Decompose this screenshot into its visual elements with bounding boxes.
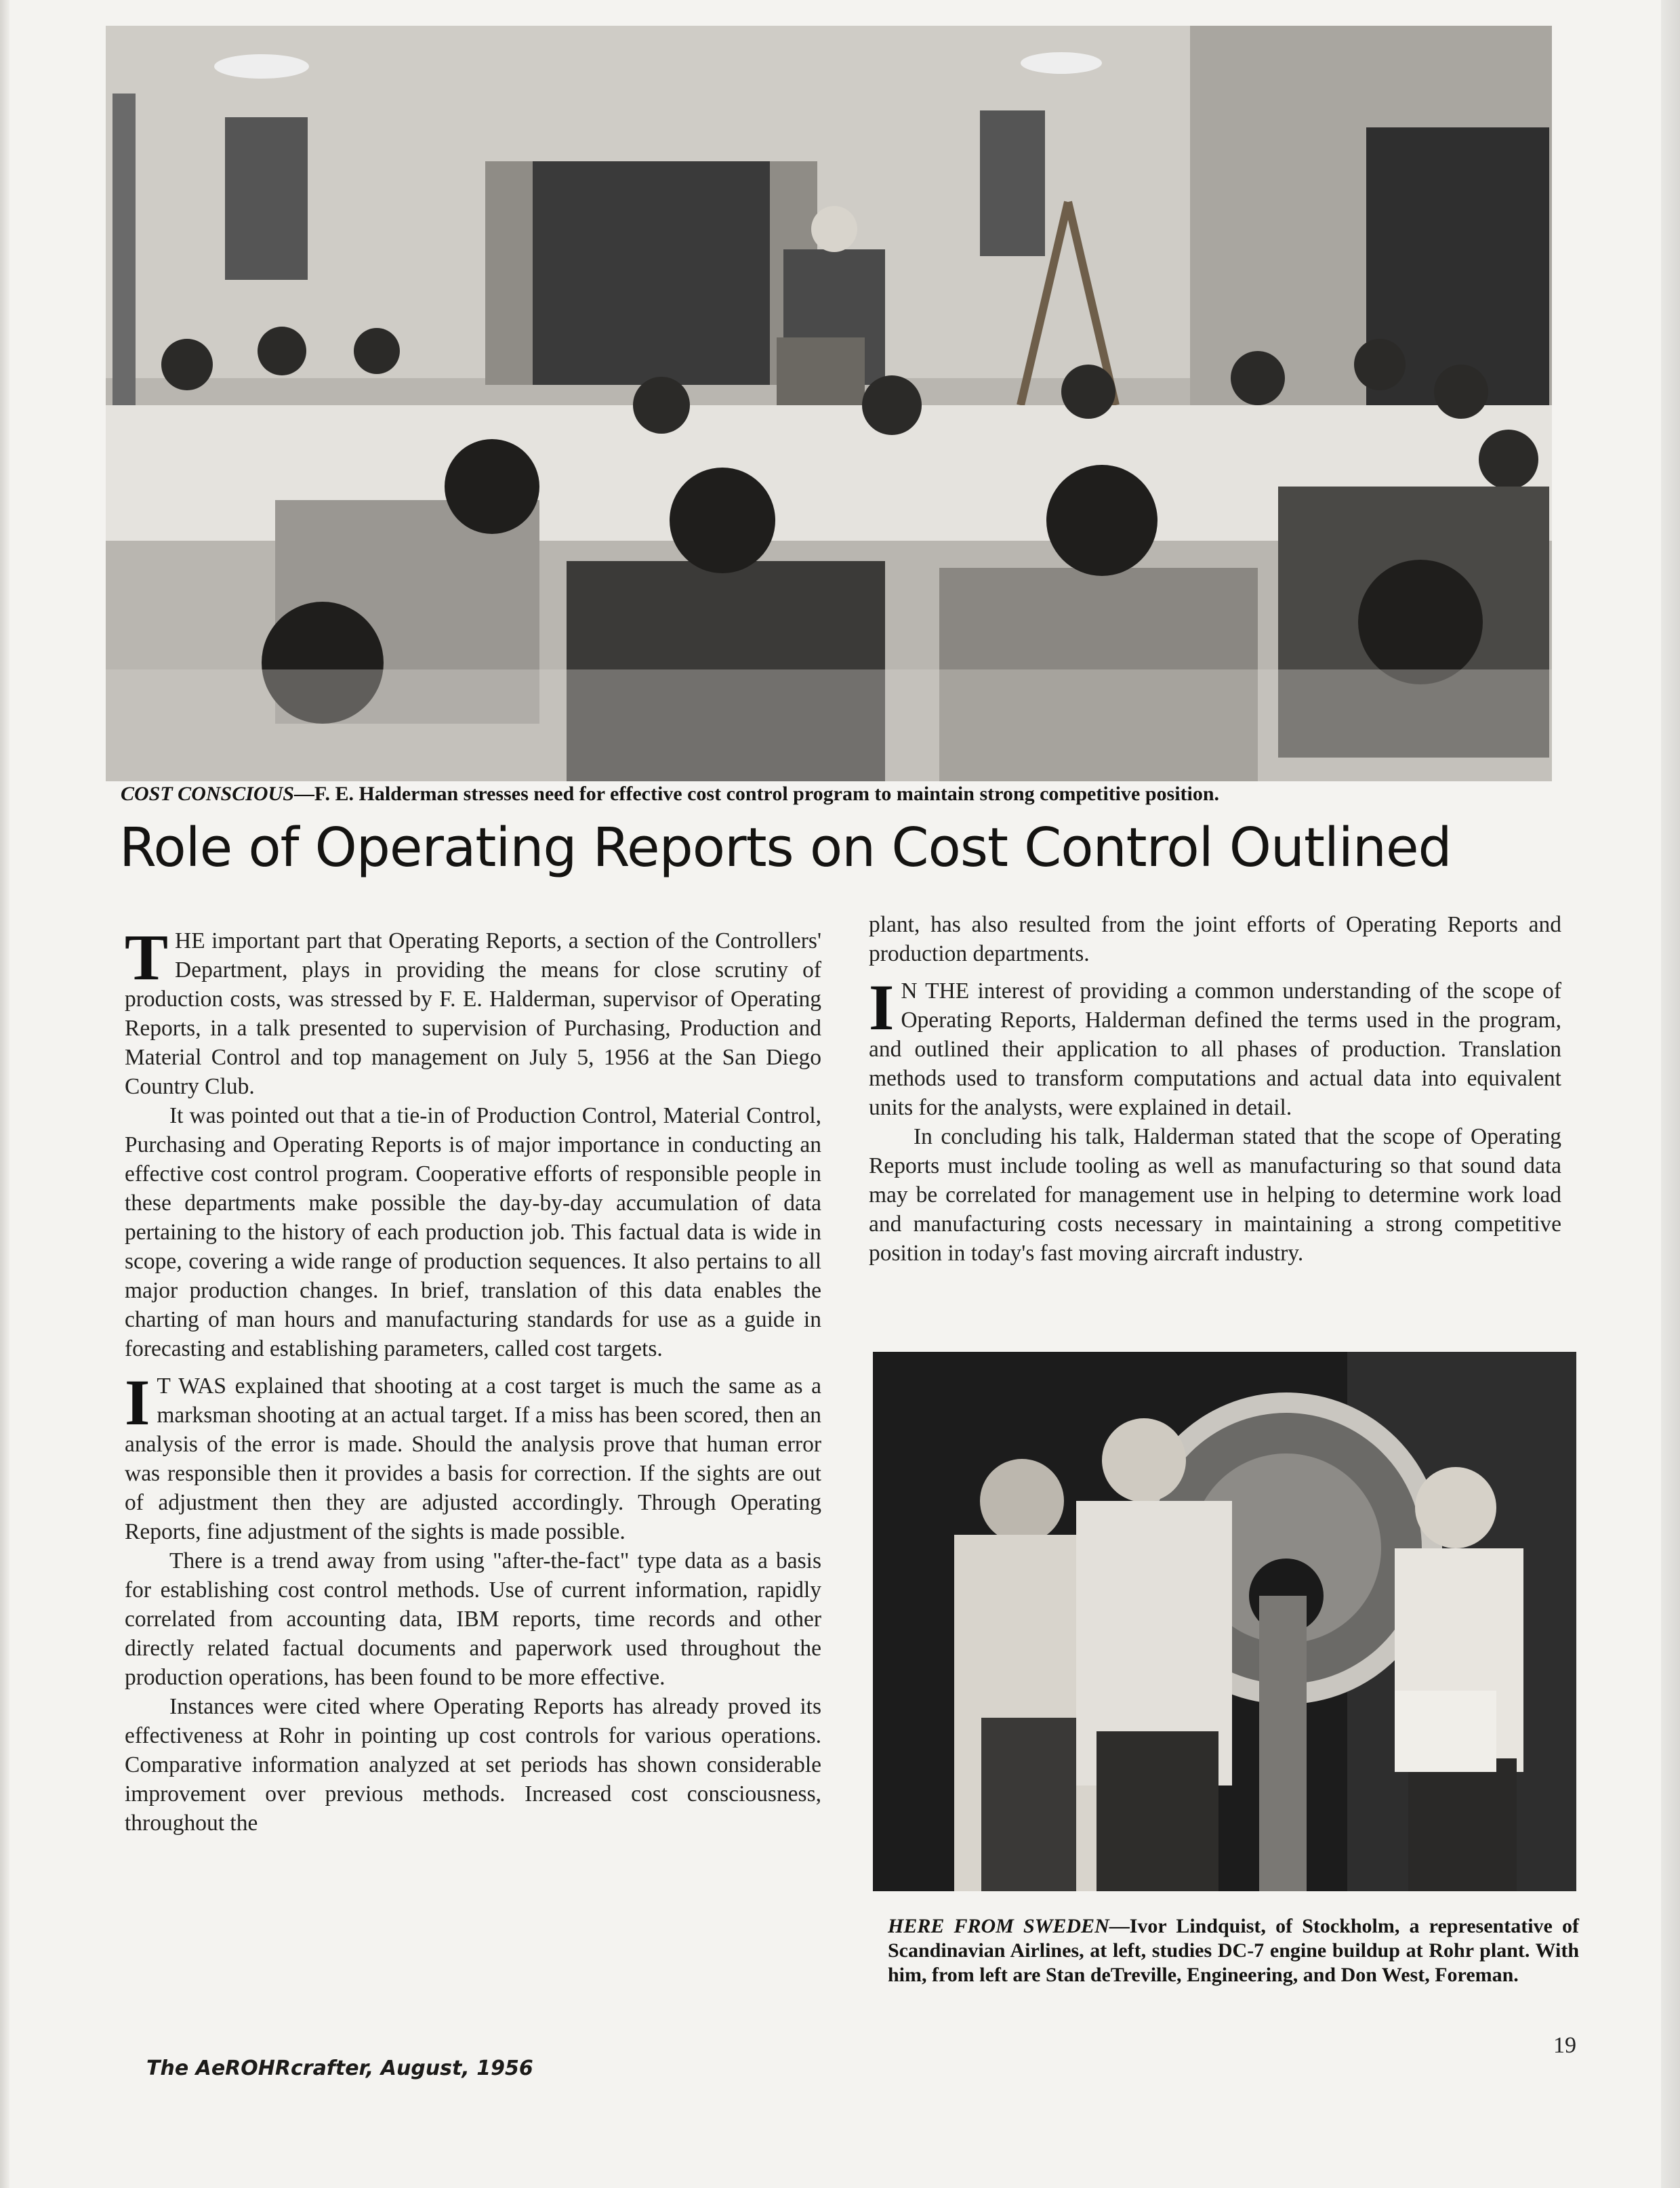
engine-photo (873, 1352, 1576, 1891)
top-caption-text: —F. E. Halderman stresses need for effective cost control program to maintain strong competitive position. (293, 783, 1220, 805)
publication-footer: The AeROHRcrafter, August, 1956 (146, 2057, 533, 2080)
paragraph-3 (125, 1366, 821, 1546)
bottom-caption-text: —Ivor Lindquist, of Stockholm, a representative of Scandinavian Airlines, at left, studies DC-7 engine buildup at Rohr plant. With him, from left are Stan deTreville, Engineering, and Don West, Foreman. (888, 1915, 1579, 1986)
paragraph-3-text: T WAS explained that shooting at a cost target is much the same as a marksman shooting at an actual target. If a miss has been scored, then an analysis of the error is made. Should the analysis prove that human error was responsible then it provides a basis for correction. If the sights are out of adjustment then they are adjusted accordingly. Through Operating Reports, fine adjustment of the sights is made possible. (125, 1374, 821, 1544)
paragraph-4: There is a trend away from using "after-the-fact" type data as a basis for establishing cost control methods. Use of current information, rapidly correlated from accounting data, IBM reports, time records and other directly related factual documents and paperwork used throughout the production operations, has been found to be more effective. (125, 1548, 821, 1690)
article-headline: Role of Operating Reports on Cost Control Outlined (119, 817, 1452, 879)
bottom-caption-lead: HERE FROM SWEDEN (888, 1915, 1109, 1937)
dropcap-i: I (125, 1366, 150, 1439)
paragraph-8: In concluding his talk, Halderman stated that the scope of Operating Reports must include tooling as well as manufacturing so that sound data may be correlated for management use in helping to determine work load and manufacturing costs necessary in maintaining a strong competitive position in today's fast moving aircraft industry. (869, 1124, 1561, 1266)
page-number: 19 (1553, 2033, 1576, 2058)
top-photo-caption (121, 781, 1219, 807)
paragraph-2: It was pointed out that a tie-in of Production Control, Material Control, Purchasing and Operating Reports is of major importance in conducting an effective cost control program. Cooperative efforts of responsible people in these departments make possible the day-by-day accumulation of data pertaining to the history of each production job. This factual data is wide in scope, covering a wide range of production sequences. It also pertains to all major production changes. In brief, translation of this data enables the charting of man hours and manufacturing standards for use as a guide in forecasting and establishing parameters, called cost targets. (125, 1103, 821, 1361)
paragraph-1-text: HE important part that Operating Reports, a section of the Controllers' Department, plays in providing the means for close scrutiny of production costs, was stressed by F. E. Halderman, supervisor of Operating Reports, in a talk presented to supervision of Purchasing, Production and Material Control and top management on July 5, 1956 at the San Diego Country Club. (125, 928, 821, 1099)
paragraph-5: Instances were cited where Operating Reports has already proved its effectiveness at Rohr in pointing up cost controls for various operations. Comparative information analyzed at set periods has shown considerable improvement over previous methods. Increased cost consciousness, throughout the (125, 1694, 821, 1836)
page-binding-edge (0, 0, 9, 2188)
paragraph-7 (869, 971, 1561, 1122)
paragraph-1 (125, 921, 821, 1101)
paragraph-6: plant, has also resulted from the joint efforts of Operating Reports and production departments. (869, 912, 1561, 966)
article-column-right (869, 910, 1561, 1268)
meeting-photo (106, 26, 1552, 781)
paragraph-7-text: N THE interest of providing a common understanding of the scope of Operating Reports, Halderman defined the terms used in the program, and outlined their application to all phases of production. Translation methods used to transform computations and actual data into equivalent units for the analysts, were explained in detail. (869, 978, 1561, 1120)
top-caption-lead: COST CONSCIOUS (121, 783, 294, 805)
page-right-edge (1661, 0, 1680, 2188)
bottom-photo-caption (888, 1914, 1579, 1987)
dropcap-t: T (125, 921, 169, 993)
article-column-left (125, 921, 821, 1838)
dropcap-i-2: I (869, 971, 895, 1044)
